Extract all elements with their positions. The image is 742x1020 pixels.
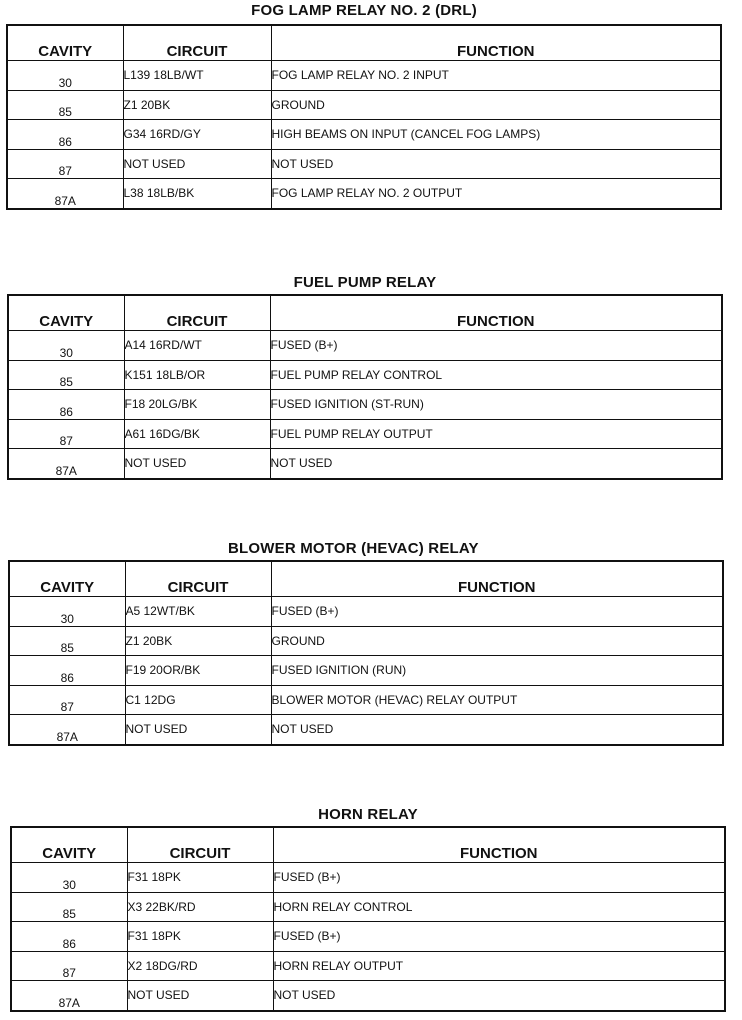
fuel-pump-relay-section — [7, 274, 723, 486]
cavity-cell: 87A — [11, 981, 127, 1011]
circuit-cell: NOT USED — [125, 715, 271, 745]
circuit-cell: F31 18PK — [127, 922, 273, 952]
horn-relay-section — [10, 806, 726, 1018]
cavity-cell: 85 — [11, 892, 127, 922]
function-cell: FUSED (B+) — [270, 331, 722, 361]
table-header-row — [8, 295, 722, 331]
section-title: FUEL PUMP RELAY — [293, 274, 437, 291]
function-cell: GROUND — [271, 90, 721, 120]
function-cell: FUSED (B+) — [273, 922, 725, 952]
cavity-cell: 86 — [8, 390, 124, 420]
cavity-header: CAVITY — [9, 561, 125, 597]
function-header: FUNCTION — [271, 561, 723, 597]
cavity-cell: 86 — [9, 656, 125, 686]
circuit-cell: X2 18DG/RD — [127, 951, 273, 981]
cavity-cell: 87 — [7, 149, 123, 179]
table-row — [9, 656, 723, 686]
table-header-row — [9, 561, 723, 597]
cavity-cell: 86 — [7, 120, 123, 150]
function-cell: NOT USED — [271, 715, 723, 745]
table-row — [7, 90, 721, 120]
circuit-cell: NOT USED — [123, 149, 271, 179]
function-cell: NOT USED — [273, 981, 725, 1011]
function-cell: FUEL PUMP RELAY OUTPUT — [270, 419, 722, 449]
relay-table — [7, 294, 723, 480]
table-row — [8, 419, 722, 449]
circuit-cell: X3 22BK/RD — [127, 892, 273, 922]
relay-table — [10, 826, 726, 1012]
cavity-cell: 30 — [8, 331, 124, 361]
circuit-cell: F31 18PK — [127, 863, 273, 893]
circuit-cell: L139 18LB/WT — [123, 61, 271, 91]
table-row — [11, 951, 725, 981]
function-header: FUNCTION — [271, 25, 721, 61]
table-row — [7, 149, 721, 179]
table-row — [9, 685, 723, 715]
table-row — [11, 922, 725, 952]
circuit-header: CIRCUIT — [124, 295, 270, 331]
function-header: FUNCTION — [273, 827, 725, 863]
table-row — [8, 360, 722, 390]
function-cell: HORN RELAY OUTPUT — [273, 951, 725, 981]
cavity-cell: 87A — [9, 715, 125, 745]
circuit-header: CIRCUIT — [123, 25, 271, 61]
table-row — [7, 120, 721, 150]
table-row — [11, 892, 725, 922]
cavity-cell: 87A — [7, 179, 123, 209]
circuit-cell: F18 20LG/BK — [124, 390, 270, 420]
circuit-cell: K151 18LB/OR — [124, 360, 270, 390]
cavity-cell: 85 — [9, 626, 125, 656]
circuit-cell: A5 12WT/BK — [125, 597, 271, 627]
section-title: BLOWER MOTOR (HEVAC) RELAY — [228, 540, 479, 557]
cavity-cell: 30 — [11, 863, 127, 893]
cavity-cell: 85 — [7, 90, 123, 120]
table-row — [9, 597, 723, 627]
blower-motor-relay-section — [8, 540, 724, 752]
circuit-cell: Z1 20BK — [123, 90, 271, 120]
circuit-cell: F19 20OR/BK — [125, 656, 271, 686]
cavity-header: CAVITY — [7, 25, 123, 61]
table-row — [11, 981, 725, 1011]
cavity-cell: 85 — [8, 360, 124, 390]
table-row — [7, 61, 721, 91]
section-title: FOG LAMP RELAY NO. 2 (DRL) — [251, 2, 477, 19]
circuit-header: CIRCUIT — [127, 827, 273, 863]
circuit-cell: Z1 20BK — [125, 626, 271, 656]
table-row — [8, 390, 722, 420]
cavity-cell: 87 — [11, 951, 127, 981]
function-cell: FUSED (B+) — [273, 863, 725, 893]
circuit-cell: A61 16DG/BK — [124, 419, 270, 449]
function-cell: FUSED IGNITION (RUN) — [271, 656, 723, 686]
function-cell: FOG LAMP RELAY NO. 2 INPUT — [271, 61, 721, 91]
cavity-cell: 30 — [7, 61, 123, 91]
cavity-cell: 87 — [9, 685, 125, 715]
fog-lamp-relay-section — [6, 2, 722, 214]
table-header-row — [11, 827, 725, 863]
circuit-cell: NOT USED — [127, 981, 273, 1011]
cavity-cell: 86 — [11, 922, 127, 952]
table-row — [8, 449, 722, 479]
circuit-cell: G34 16RD/GY — [123, 120, 271, 150]
cavity-cell: 87 — [8, 419, 124, 449]
function-cell: GROUND — [271, 626, 723, 656]
function-cell: FUSED IGNITION (ST-RUN) — [270, 390, 722, 420]
relay-table — [8, 560, 724, 746]
function-cell: BLOWER MOTOR (HEVAC) RELAY OUTPUT — [271, 685, 723, 715]
cavity-cell: 30 — [9, 597, 125, 627]
relay-table — [6, 24, 722, 210]
function-cell: FUSED (B+) — [271, 597, 723, 627]
table-header-row — [7, 25, 721, 61]
table-row — [7, 179, 721, 209]
section-title: HORN RELAY — [318, 806, 418, 823]
table-row — [9, 626, 723, 656]
circuit-cell: C1 12DG — [125, 685, 271, 715]
table-row — [9, 715, 723, 745]
table-row — [11, 863, 725, 893]
function-cell: NOT USED — [270, 449, 722, 479]
function-cell: HIGH BEAMS ON INPUT (CANCEL FOG LAMPS) — [271, 120, 721, 150]
function-header: FUNCTION — [270, 295, 722, 331]
function-cell: FOG LAMP RELAY NO. 2 OUTPUT — [271, 179, 721, 209]
cavity-cell: 87A — [8, 449, 124, 479]
circuit-cell: A14 16RD/WT — [124, 331, 270, 361]
function-cell: FUEL PUMP RELAY CONTROL — [270, 360, 722, 390]
function-cell: NOT USED — [271, 149, 721, 179]
circuit-header: CIRCUIT — [125, 561, 271, 597]
circuit-cell: L38 18LB/BK — [123, 179, 271, 209]
function-cell: HORN RELAY CONTROL — [273, 892, 725, 922]
table-row — [8, 331, 722, 361]
cavity-header: CAVITY — [8, 295, 124, 331]
cavity-header: CAVITY — [11, 827, 127, 863]
circuit-cell: NOT USED — [124, 449, 270, 479]
